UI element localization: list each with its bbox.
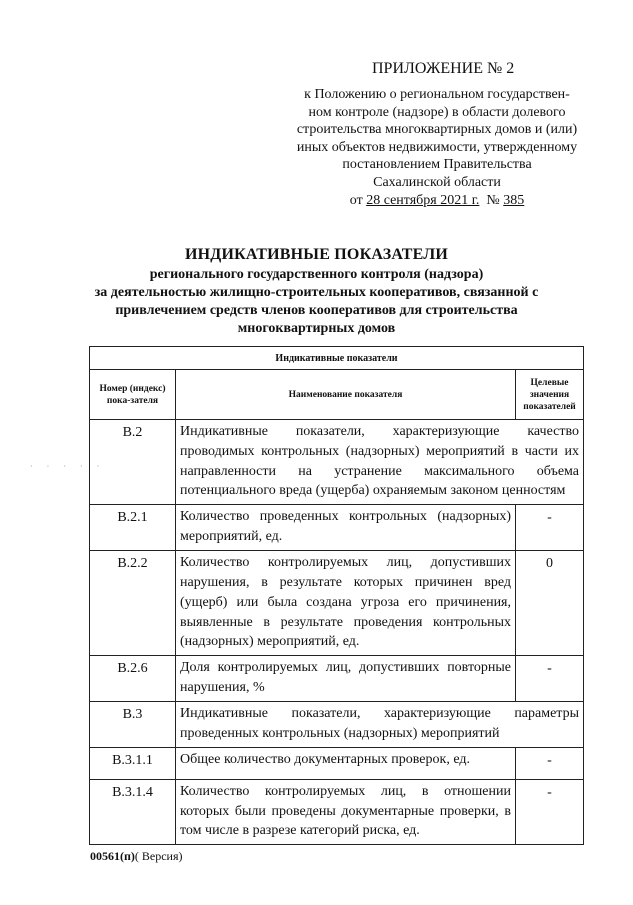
title-main: ИНДИКАТИВНЫЕ ПОКАЗАТЕЛИ (184, 246, 449, 263)
table-row (90, 779, 584, 844)
row-value: - (516, 747, 584, 779)
row-value: - (516, 505, 584, 551)
table-caption: Индикативные показатели (90, 347, 584, 370)
indicators-table (89, 346, 584, 845)
appendix-date-line (278, 192, 596, 210)
row-name: Общее количество документарных проверок, ед. (176, 747, 516, 779)
row-name: Количество проведенных контрольных (надзорных) мероприятий, ед. (176, 505, 516, 551)
appendix-line: к Положению о региональном государствен- (304, 87, 570, 102)
header-target: Целевые значения показателей (516, 370, 584, 420)
row-number: В.3.1.4 (90, 779, 176, 844)
table-row (90, 420, 584, 505)
table-row (90, 551, 584, 656)
table-row (90, 701, 584, 747)
footer (90, 849, 183, 864)
row-number: В.2.1 (90, 505, 176, 551)
title-sub-line: многоквартирных домов (237, 321, 396, 336)
number-prefix: № (486, 192, 500, 208)
table-row (90, 505, 584, 551)
appendix-line: Сахалинской области (373, 174, 501, 190)
document-title (0, 246, 633, 338)
appendix-line: иных объектов недвижимости, утвержденному (296, 139, 578, 155)
row-number: В.2.6 (90, 656, 176, 702)
row-number: В.2 (90, 420, 176, 505)
footer-code: 00561(п) (90, 849, 135, 863)
row-value: - (516, 779, 584, 844)
row-name: Индикативные показатели, характеризующие качество проводимых контрольных (надзорных) мероприятий в части их направленности на устранение максимального объема потенциального вреда (ущерба) охраняемым законом ценностям (176, 420, 584, 505)
row-number: В.3.1.1 (90, 747, 176, 779)
row-name: Количество контролируемых лиц, в отношении которых были проведены документарные проверки, в том числе в разрезе категорий риска, ед. (176, 779, 516, 844)
row-name: Доля контролируемых лиц, допустивших повторные нарушения, % (176, 656, 516, 702)
footer-version: ( Версия) (134, 849, 183, 863)
row-name: Индикативные показатели, характеризующие параметры проведенных контрольных (надзорных) мероприятий (176, 701, 584, 747)
appendix-line: постановлением Правительства (342, 157, 532, 173)
appendix-title: ПРИЛОЖЕНИЕ № 2 (372, 60, 515, 77)
table-row (90, 656, 584, 702)
appendix-line: строительства многоквартирных домов и (или) (296, 122, 578, 138)
title-sub-line: за деятельностью жилищно-строительных кооперативов, связанной с (94, 285, 539, 300)
table-row (90, 747, 584, 779)
appendix-line: ном контроле (надзоре) в области долевого (308, 104, 566, 120)
date-prefix: от (349, 192, 363, 208)
decree-number: 385 (503, 192, 525, 208)
row-value: 0 (516, 551, 584, 656)
row-name: Количество контролируемых лиц, допустивших нарушения, в результате которых причинен вред (ущерб) или была создана угроза его причинения, выявленные в результате проведения контрольных (надзорных) мероприятий, ед. (176, 551, 516, 656)
title-sub-line: регионального государственного контроля (надзора) (149, 267, 484, 282)
scan-specks: · · · · · (30, 462, 106, 471)
row-value: - (516, 656, 584, 702)
row-number: В.2.2 (90, 551, 176, 656)
row-number: В.3 (90, 701, 176, 747)
header-number: Номер (индекс) пока-зателя (90, 370, 176, 420)
title-sub-line: привлечением средств членов кооперативов для строительства (115, 303, 518, 318)
appendix-text (278, 86, 596, 209)
header-name: Наименование показателя (176, 370, 516, 420)
decree-date: 28 сентября 2021 г. (366, 192, 480, 208)
